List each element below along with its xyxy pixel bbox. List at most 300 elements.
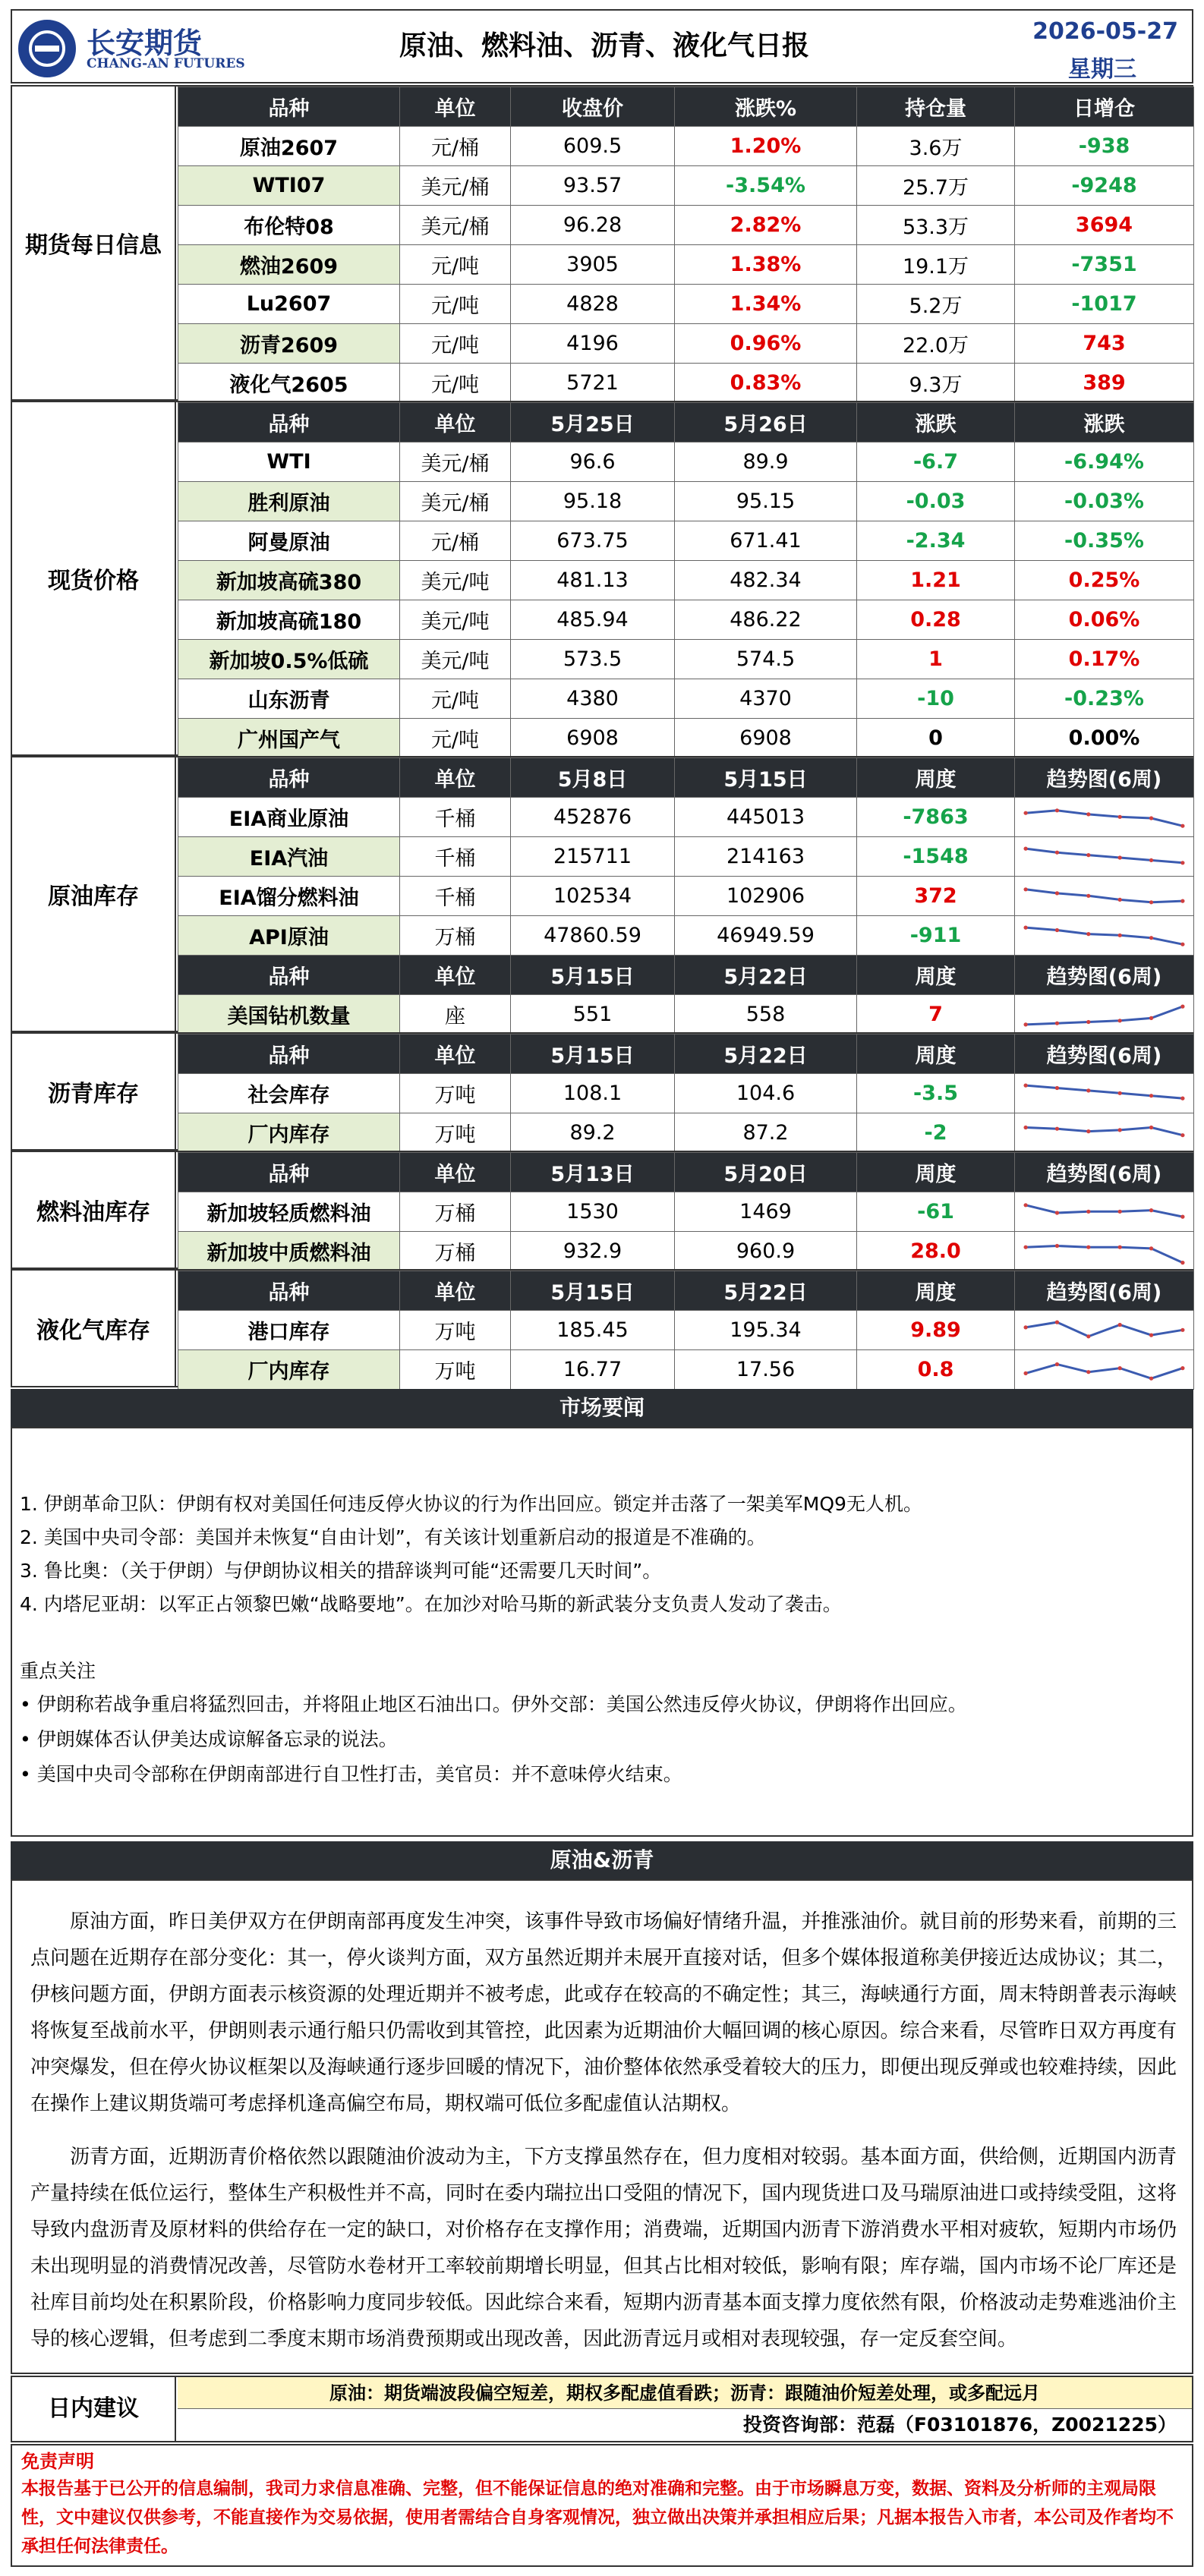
trend-point bbox=[1118, 1091, 1122, 1094]
value-week1: 1530 bbox=[511, 1192, 675, 1232]
table-row bbox=[178, 1192, 1194, 1232]
trend-sparkline bbox=[1020, 801, 1189, 834]
logo-chinese-name: 长安期货 bbox=[87, 27, 203, 60]
trend-point bbox=[1118, 933, 1122, 937]
table-header-row bbox=[178, 1271, 1194, 1311]
value-week2: 46949.59 bbox=[675, 916, 857, 956]
unit: 千桶 bbox=[400, 877, 511, 916]
lpg-inventory-table bbox=[178, 1271, 1194, 1390]
column-header: 周度 bbox=[857, 956, 1015, 995]
weekly-change: 0.8 bbox=[857, 1350, 1015, 1390]
price-change: 1.21 bbox=[857, 561, 1015, 600]
table-row bbox=[178, 600, 1194, 640]
product-name: Lu2607 bbox=[178, 285, 400, 324]
column-header: 品种 bbox=[178, 1271, 400, 1311]
product-name: EIA馏分燃料油 bbox=[178, 877, 400, 916]
intraday-advice bbox=[11, 2376, 1193, 2442]
fuel-oil-inventory-table bbox=[178, 1152, 1194, 1271]
trend-point bbox=[1023, 1325, 1027, 1329]
column-header: 5月20日 bbox=[675, 1153, 857, 1192]
column-header: 周度 bbox=[857, 1153, 1015, 1192]
value-week1: 932.9 bbox=[511, 1232, 675, 1271]
news-item: 4. 内塔尼亚胡：以军正占领黎巴嫩“战略要地”。在加沙对哈马斯的新武装分支负责人发动了袭击。 bbox=[20, 1593, 842, 1615]
trend-point bbox=[1149, 936, 1153, 940]
column-header: 单位 bbox=[400, 758, 511, 798]
product-name: WTI07 bbox=[178, 166, 400, 206]
table-row bbox=[178, 245, 1194, 285]
trend-point bbox=[1023, 846, 1027, 850]
unit: 元/吨 bbox=[400, 679, 511, 719]
unit: 万桶 bbox=[400, 1232, 511, 1271]
disclaimer-title: 免责声明 bbox=[21, 2451, 94, 2472]
column-header: 涨跌 bbox=[857, 403, 1015, 442]
trend-line bbox=[1026, 810, 1183, 825]
trend-point bbox=[1086, 1370, 1090, 1374]
value-week2: 558 bbox=[675, 995, 857, 1034]
product-name: EIA商业原油 bbox=[178, 798, 400, 837]
unit: 美元/桶 bbox=[400, 166, 511, 206]
trend-point bbox=[1023, 1125, 1027, 1129]
trend-point bbox=[1118, 1019, 1122, 1022]
column-header: 5月15日 bbox=[675, 758, 857, 798]
trend-point bbox=[1086, 932, 1090, 936]
advice-consultant: 投资咨询部：范磊（F03101876，Z0021225） bbox=[742, 2414, 1177, 2436]
futures-section bbox=[11, 85, 1193, 401]
market-news-box bbox=[11, 1427, 1193, 1837]
change-percent: -6.94% bbox=[1015, 442, 1194, 482]
crude-analysis-paragraph: 原油方面，昨日美伊双方在伊朗南部再度发生冲突，该事件导致市场偏好情绪升温，并推涨油价。就目前的形势来看，前期的三点问题在近期存在部分变化：其一，停火谈判方面，双方虽然近期并未展开直接对话，但多个媒体报道称美伊接近达成协议；其二，伊核问题方面，伊朗方面表示核资源的处理近期并不被考虑，此或存在较高的不确定性；其三，海峡通行方面，周末特朗普表示海峡将恢复至战前水平，伊朗则表示通行船只仍需收到其管控，此因素为近期油价大幅回调的核心原因。综合来看，尽管昨日双方再度有冲突爆发，但在停火协议框架以及海峡通行逐步回暖的情况下，油价整体依然承受着较大的压力，即便出现反弹或也较难持续，因此在操作上建议期货端可考虑择机逢高偏空布局，期权端可低位多配虚值认沽期权。 bbox=[30, 1910, 1177, 2115]
daily-oi-change: -938 bbox=[1015, 127, 1194, 166]
column-header: 5月26日 bbox=[675, 403, 857, 442]
table-row bbox=[178, 166, 1194, 206]
market-news-title: 市场要闻 bbox=[11, 1389, 1193, 1427]
weekly-change: -7863 bbox=[857, 798, 1015, 837]
column-header: 趋势图(6周) bbox=[1015, 1271, 1194, 1311]
column-header: 品种 bbox=[178, 1153, 400, 1192]
column-header: 单位 bbox=[400, 87, 511, 127]
trend-point bbox=[1180, 824, 1184, 827]
open-interest: 5.2万 bbox=[857, 285, 1015, 324]
trend-point bbox=[1180, 861, 1184, 864]
unit: 美元/吨 bbox=[400, 561, 511, 600]
focus-item: • 伊朗称若战争重启将猛烈回击，并将阻止地区石油出口。伊外交部：美国公然违反停火协议，伊朗将作出回应。 bbox=[20, 1693, 967, 1715]
trend-chart-cell bbox=[1015, 1232, 1194, 1271]
trend-chart-cell bbox=[1015, 837, 1194, 877]
trend-point bbox=[1086, 812, 1090, 816]
column-header: 品种 bbox=[178, 1034, 400, 1074]
spot-price-table bbox=[178, 402, 1194, 758]
trend-chart-cell bbox=[1015, 1192, 1194, 1232]
value-week1: 108.1 bbox=[511, 1074, 675, 1113]
trend-point bbox=[1118, 1366, 1122, 1370]
column-header: 日增仓 bbox=[1015, 87, 1194, 127]
price-day1: 4380 bbox=[511, 679, 675, 719]
column-header: 品种 bbox=[178, 87, 400, 127]
trend-sparkline bbox=[1020, 880, 1189, 913]
weekly-change: -2 bbox=[857, 1113, 1015, 1153]
change-percent: 1.34% bbox=[675, 285, 857, 324]
product-name: 社会库存 bbox=[178, 1074, 400, 1113]
price-day1: 481.13 bbox=[511, 561, 675, 600]
trend-point bbox=[1149, 1246, 1153, 1250]
unit: 元/吨 bbox=[400, 324, 511, 364]
value-week2: 1469 bbox=[675, 1192, 857, 1232]
close-price: 609.5 bbox=[511, 127, 675, 166]
price-day1: 96.6 bbox=[511, 442, 675, 482]
value-week1: 452876 bbox=[511, 798, 675, 837]
unit: 千桶 bbox=[400, 798, 511, 837]
close-price: 5721 bbox=[511, 364, 675, 403]
trend-point bbox=[1086, 1245, 1090, 1249]
change-percent: 0.83% bbox=[675, 364, 857, 403]
table-row bbox=[178, 1350, 1194, 1390]
trend-point bbox=[1086, 893, 1090, 897]
column-header: 单位 bbox=[400, 1271, 511, 1311]
product-name: 新加坡中质燃料油 bbox=[178, 1232, 400, 1271]
price-day2: 482.34 bbox=[675, 561, 857, 600]
trend-point bbox=[1023, 811, 1027, 814]
change-percent: -0.03% bbox=[1015, 482, 1194, 521]
trend-line bbox=[1026, 1322, 1183, 1337]
column-header: 单位 bbox=[400, 1153, 511, 1192]
trend-point bbox=[1180, 1096, 1184, 1100]
crude-inventory-table bbox=[178, 757, 1194, 1034]
column-header: 5月25日 bbox=[511, 403, 675, 442]
trend-point bbox=[1149, 1376, 1153, 1380]
weekly-change: -1548 bbox=[857, 837, 1015, 877]
change-percent: 2.82% bbox=[675, 206, 857, 245]
trend-point bbox=[1180, 1366, 1184, 1370]
trend-point bbox=[1086, 853, 1090, 857]
trend-line bbox=[1026, 1364, 1183, 1378]
table-row bbox=[178, 127, 1194, 166]
column-header: 5月22日 bbox=[675, 956, 857, 995]
column-header: 单位 bbox=[400, 1034, 511, 1074]
product-name: 港口库存 bbox=[178, 1311, 400, 1350]
price-change: 0 bbox=[857, 719, 1015, 758]
value-week1: 185.45 bbox=[511, 1311, 675, 1350]
trend-sparkline bbox=[1020, 1077, 1189, 1110]
column-header: 周度 bbox=[857, 1034, 1015, 1074]
change-percent: 1.20% bbox=[675, 127, 857, 166]
section-label: 燃料油库存 bbox=[12, 1152, 176, 1268]
product-name: 新加坡高硫180 bbox=[178, 600, 400, 640]
close-price: 4828 bbox=[511, 285, 675, 324]
futures-table bbox=[178, 87, 1194, 403]
trend-point bbox=[1118, 1322, 1122, 1326]
table-row bbox=[178, 877, 1194, 916]
trend-point bbox=[1055, 1126, 1059, 1130]
fuel-oil-inventory-section bbox=[11, 1151, 1193, 1269]
weekly-change: 28.0 bbox=[857, 1232, 1015, 1271]
change-percent: 0.06% bbox=[1015, 600, 1194, 640]
unit: 元/吨 bbox=[400, 245, 511, 285]
unit: 美元/吨 bbox=[400, 640, 511, 679]
value-week1: 215711 bbox=[511, 837, 675, 877]
trend-line bbox=[1026, 1245, 1183, 1262]
focus-item: • 美国中央司令部称在伊朗南部进行自卫性打击，美官员：并不意味停火结束。 bbox=[20, 1763, 682, 1785]
weekly-change: -61 bbox=[857, 1192, 1015, 1232]
column-header: 5月8日 bbox=[511, 758, 675, 798]
trend-point bbox=[1055, 1320, 1059, 1324]
trend-line bbox=[1026, 889, 1183, 902]
change-percent: -0.35% bbox=[1015, 521, 1194, 561]
trend-line bbox=[1026, 1085, 1183, 1098]
trend-sparkline bbox=[1020, 1314, 1189, 1347]
daily-oi-change: -9248 bbox=[1015, 166, 1194, 206]
trend-chart-cell bbox=[1015, 995, 1194, 1034]
spot-price-section bbox=[11, 401, 1193, 756]
trend-sparkline bbox=[1020, 1195, 1189, 1229]
change-percent: 1.38% bbox=[675, 245, 857, 285]
trend-point bbox=[1118, 897, 1122, 901]
table-row bbox=[178, 1113, 1194, 1153]
trend-point bbox=[1118, 1245, 1122, 1249]
product-name: 液化气2605 bbox=[178, 364, 400, 403]
column-header: 趋势图(6周) bbox=[1015, 758, 1194, 798]
change-percent: -0.23% bbox=[1015, 679, 1194, 719]
trend-line bbox=[1026, 927, 1183, 944]
column-header: 单位 bbox=[400, 956, 511, 995]
trend-point bbox=[1055, 808, 1059, 812]
product-name: 原油2607 bbox=[178, 127, 400, 166]
analysis-box bbox=[11, 1879, 1193, 2374]
table-row bbox=[178, 561, 1194, 600]
trend-point bbox=[1118, 855, 1122, 859]
trend-point bbox=[1149, 1094, 1153, 1097]
value-week2: 445013 bbox=[675, 798, 857, 837]
value-week2: 102906 bbox=[675, 877, 857, 916]
product-name: 阿曼原油 bbox=[178, 521, 400, 561]
unit: 元/桶 bbox=[400, 127, 511, 166]
price-change: -0.03 bbox=[857, 482, 1015, 521]
price-day2: 4370 bbox=[675, 679, 857, 719]
trend-point bbox=[1118, 1128, 1122, 1132]
report-date: 2026-05-27 bbox=[1032, 18, 1178, 45]
unit: 元/吨 bbox=[400, 719, 511, 758]
news-item: 2. 美国中央司令部：美国并未恢复“自由计划”，有关该计划重新启动的报道是不准确的。 bbox=[20, 1526, 766, 1548]
unit: 万吨 bbox=[400, 1074, 511, 1113]
trend-sparkline bbox=[1020, 919, 1189, 953]
trend-point bbox=[1055, 891, 1059, 895]
column-header: 5月13日 bbox=[511, 1153, 675, 1192]
trend-point bbox=[1055, 1243, 1059, 1247]
weekly-change: 9.89 bbox=[857, 1311, 1015, 1350]
price-change: -10 bbox=[857, 679, 1015, 719]
logo-emblem-icon bbox=[18, 20, 76, 77]
unit: 万吨 bbox=[400, 1311, 511, 1350]
trend-point bbox=[1023, 887, 1027, 891]
section-label: 沥青库存 bbox=[12, 1034, 176, 1149]
column-header: 品种 bbox=[178, 403, 400, 442]
open-interest: 22.0万 bbox=[857, 324, 1015, 364]
focus-item: • 伊朗媒体否认伊美达成谅解备忘录的说法。 bbox=[20, 1728, 398, 1750]
report-header bbox=[11, 9, 1193, 83]
table-row bbox=[178, 1232, 1194, 1271]
value-week2: 104.6 bbox=[675, 1074, 857, 1113]
value-week1: 551 bbox=[511, 995, 675, 1034]
unit: 千桶 bbox=[400, 837, 511, 877]
daily-oi-change: 743 bbox=[1015, 324, 1194, 364]
product-name: WTI bbox=[178, 442, 400, 482]
change-percent: 0.17% bbox=[1015, 640, 1194, 679]
trend-chart-cell bbox=[1015, 1350, 1194, 1390]
change-percent: 0.25% bbox=[1015, 561, 1194, 600]
price-day1: 485.94 bbox=[511, 600, 675, 640]
focus-title: 重点关注 bbox=[20, 1660, 96, 1682]
product-name: 山东沥青 bbox=[178, 679, 400, 719]
trend-point bbox=[1086, 1334, 1090, 1338]
unit: 美元/吨 bbox=[400, 600, 511, 640]
trend-line bbox=[1026, 849, 1183, 863]
product-name: 美国钻机数量 bbox=[178, 995, 400, 1034]
trend-point bbox=[1023, 1371, 1027, 1375]
disclaimer bbox=[11, 2444, 1193, 2567]
daily-oi-change: -1017 bbox=[1015, 285, 1194, 324]
report-title: 原油、燃料油、沥青、液化气日报 bbox=[399, 30, 809, 61]
trend-point bbox=[1055, 850, 1059, 854]
trend-sparkline bbox=[1020, 998, 1189, 1031]
open-interest: 19.1万 bbox=[857, 245, 1015, 285]
trend-chart-cell bbox=[1015, 1074, 1194, 1113]
trend-point bbox=[1149, 900, 1153, 904]
table-header-row bbox=[178, 758, 1194, 798]
column-header: 品种 bbox=[178, 956, 400, 995]
column-header: 涨跌 bbox=[1015, 403, 1194, 442]
trend-point bbox=[1180, 1327, 1184, 1331]
trend-line bbox=[1026, 1205, 1183, 1216]
value-week2: 214163 bbox=[675, 837, 857, 877]
unit: 万桶 bbox=[400, 916, 511, 956]
product-name: 厂内库存 bbox=[178, 1350, 400, 1390]
trend-point bbox=[1086, 1088, 1090, 1092]
table-row bbox=[178, 521, 1194, 561]
asphalt-inventory-table bbox=[178, 1034, 1194, 1153]
column-header: 品种 bbox=[178, 758, 400, 798]
change-percent: -3.54% bbox=[675, 166, 857, 206]
trend-point bbox=[1023, 1203, 1027, 1207]
product-name: 广州国产气 bbox=[178, 719, 400, 758]
advice-text: 原油：期货端波段偏空短差，期权多配虚值看跌；沥青：跟随油价短差处理，或多配远月 bbox=[178, 2377, 1192, 2409]
trend-point bbox=[1086, 1019, 1090, 1023]
trend-point bbox=[1055, 1362, 1059, 1365]
price-day1: 6908 bbox=[511, 719, 675, 758]
trend-sparkline bbox=[1020, 1353, 1189, 1387]
value-week2: 87.2 bbox=[675, 1113, 857, 1153]
section-label: 液化气库存 bbox=[12, 1271, 176, 1386]
close-price: 96.28 bbox=[511, 206, 675, 245]
trend-point bbox=[1086, 1209, 1090, 1213]
trend-point bbox=[1180, 942, 1184, 946]
unit: 元/桶 bbox=[400, 521, 511, 561]
price-day2: 574.5 bbox=[675, 640, 857, 679]
column-header: 5月15日 bbox=[511, 1271, 675, 1311]
table-row bbox=[178, 916, 1194, 956]
table-row bbox=[178, 837, 1194, 877]
trend-point bbox=[1180, 1004, 1184, 1008]
table-header-row bbox=[178, 1153, 1194, 1192]
trend-chart-cell bbox=[1015, 916, 1194, 956]
change-percent: 0.00% bbox=[1015, 719, 1194, 758]
daily-oi-change: -7351 bbox=[1015, 245, 1194, 285]
trend-sparkline bbox=[1020, 840, 1189, 874]
product-name: 新加坡0.5%低硫 bbox=[178, 640, 400, 679]
weekly-change: 7 bbox=[857, 995, 1015, 1034]
lpg-inventory-section bbox=[11, 1269, 1193, 1387]
table-header-row bbox=[178, 403, 1194, 442]
table-row bbox=[178, 1311, 1194, 1350]
product-name: 厂内库存 bbox=[178, 1113, 400, 1153]
column-header: 趋势图(6周) bbox=[1015, 956, 1194, 995]
trend-point bbox=[1180, 1214, 1184, 1218]
trend-point bbox=[1023, 1245, 1027, 1249]
trend-line bbox=[1026, 1127, 1183, 1135]
advice-label: 日内建议 bbox=[12, 2377, 176, 2441]
news-item: 3. 鲁比奥：（关于伊朗）与伊朗协议相关的措辞谈判可能“还需要几天时间”。 bbox=[20, 1560, 662, 1582]
trend-point bbox=[1149, 1208, 1153, 1212]
unit: 美元/桶 bbox=[400, 482, 511, 521]
open-interest: 53.3万 bbox=[857, 206, 1015, 245]
trend-point bbox=[1149, 1333, 1153, 1337]
trend-chart-cell bbox=[1015, 798, 1194, 837]
trend-point bbox=[1180, 1261, 1184, 1264]
column-header: 5月22日 bbox=[675, 1034, 857, 1074]
trend-sparkline bbox=[1020, 1235, 1189, 1268]
value-week1: 47860.59 bbox=[511, 916, 675, 956]
product-name: 沥青2609 bbox=[178, 324, 400, 364]
logo-english-name: CHANG-AN FUTURES bbox=[87, 56, 245, 71]
trend-point bbox=[1149, 1016, 1153, 1019]
section-label: 期货每日信息 bbox=[12, 87, 176, 399]
price-change: 1 bbox=[857, 640, 1015, 679]
price-day1: 95.18 bbox=[511, 482, 675, 521]
section-label: 原油库存 bbox=[12, 757, 176, 1031]
trend-point bbox=[1180, 1133, 1184, 1137]
section-label: 现货价格 bbox=[12, 402, 176, 754]
trend-point bbox=[1118, 1209, 1122, 1213]
table-row bbox=[178, 995, 1194, 1034]
table-row bbox=[178, 640, 1194, 679]
column-header: 5月22日 bbox=[675, 1271, 857, 1311]
unit: 座 bbox=[400, 995, 511, 1034]
column-header: 5月15日 bbox=[511, 1034, 675, 1074]
daily-oi-change: 389 bbox=[1015, 364, 1194, 403]
unit: 美元/桶 bbox=[400, 442, 511, 482]
disclaimer-text: 本报告基于已公开的信息编制，我司力求信息准确、完整，但不能保证信息的绝对准确和完整。由于市场瞬息万变，数据、资料及分析师的主观局限性，文中建议仅供参考，不能直接作为交易依据，使用者需结合自身客观情况，独立做出决策并承担相应后果；凡据本报告入市者，本公司及作者均不承担任何法律责任。 bbox=[21, 2479, 1174, 2556]
unit: 万桶 bbox=[400, 1192, 511, 1232]
trend-point bbox=[1149, 1125, 1153, 1129]
product-name: 胜利原油 bbox=[178, 482, 400, 521]
price-day2: 6908 bbox=[675, 719, 857, 758]
column-header: 周度 bbox=[857, 758, 1015, 798]
price-change: -2.34 bbox=[857, 521, 1015, 561]
close-price: 4196 bbox=[511, 324, 675, 364]
column-header: 5月15日 bbox=[511, 956, 675, 995]
trend-sparkline bbox=[1020, 1116, 1189, 1150]
daily-oi-change: 3694 bbox=[1015, 206, 1194, 245]
table-row bbox=[178, 324, 1194, 364]
close-price: 3905 bbox=[511, 245, 675, 285]
trend-chart-cell bbox=[1015, 877, 1194, 916]
price-day2: 671.41 bbox=[675, 521, 857, 561]
column-header: 涨跌% bbox=[675, 87, 857, 127]
trend-point bbox=[1023, 925, 1027, 929]
unit: 万吨 bbox=[400, 1350, 511, 1390]
unit: 元/吨 bbox=[400, 285, 511, 324]
open-interest: 9.3万 bbox=[857, 364, 1015, 403]
report-weekday: 星期三 bbox=[1068, 56, 1136, 83]
value-week2: 960.9 bbox=[675, 1232, 857, 1271]
